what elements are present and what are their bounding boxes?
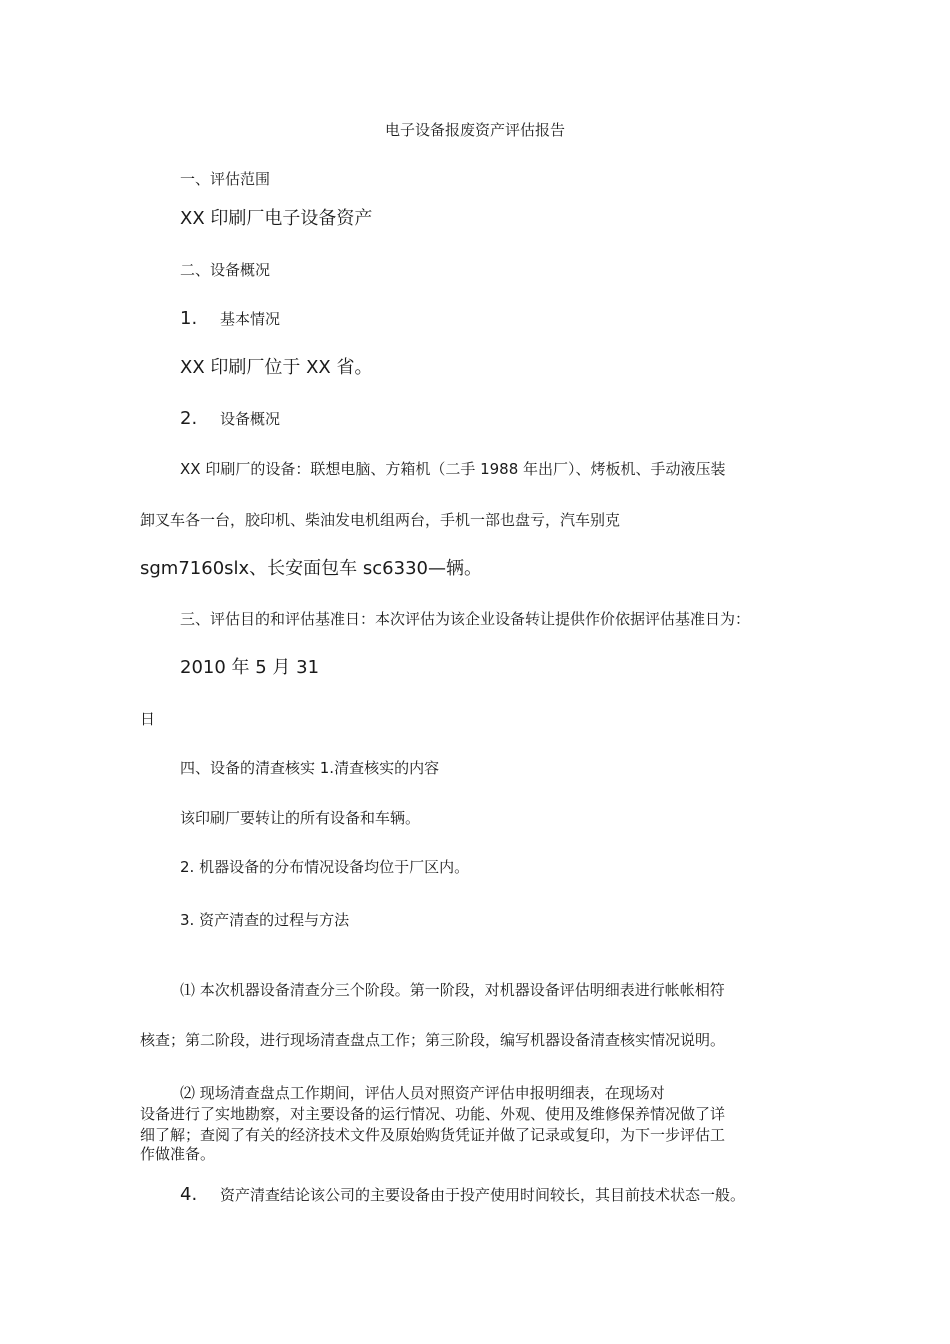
item-number: 2.	[180, 408, 198, 429]
item-number: 1.	[180, 308, 198, 329]
section-3-heading: 三、评估目的和评估基准日：本次评估为该企业设备转让提供作价依据评估基准日为：	[180, 610, 751, 628]
section-4-heading: 四、设备的清查核实 1.清查核实的内容	[180, 759, 440, 777]
section-2-item-2-line-1: XX 印刷厂的设备：联想电脑、方箱机（二手 1988 年出厂）、烤板机、手动液压装	[180, 460, 726, 478]
section-2-item-1-text: XX 印刷厂位于 XX 省。	[180, 357, 373, 378]
section-1-content: XX 印刷厂电子设备资产	[180, 208, 373, 229]
section-4-para-1-line-1: ⑴ 本次机器设备清查分三个阶段。第一阶段，对机器设备评估明细表进行帐帐相符	[180, 981, 725, 999]
document-title: 电子设备报废资产评估报告	[384, 121, 565, 139]
section-2-heading: 二、设备概况	[180, 261, 271, 279]
section-4-item-2: 2. 机器设备的分布情况设备均位于厂区内。	[180, 858, 470, 876]
item-text: 资产清查结论该公司的主要设备由于投产使用时间较长，其目前技术状态一般。	[219, 1186, 745, 1204]
section-2-item-2	[180, 410, 280, 428]
section-3-date: 2010 年 5 月 31	[180, 657, 320, 678]
section-2-item-2-line-2: 卸叉车各一台，胶印机、柴油发电机组两台，手机一部也盘亏，汽车别克	[140, 511, 621, 529]
section-2-item-1	[180, 310, 280, 328]
item-label: 基本情况	[219, 310, 280, 328]
section-4-para-1-line-2: 核查；第二阶段，进行现场清查盘点工作；第三阶段，编写机器设备清查核实情况说明。	[140, 1031, 726, 1049]
section-4-para-2-line-1: ⑵ 现场清查盘点工作期间，评估人员对照资产评估申报明细表，在现场对	[180, 1084, 665, 1102]
section-3-date-day: 日	[140, 710, 156, 728]
section-4-content: 该印刷厂要转让的所有设备和车辆。	[180, 809, 421, 827]
section-4-para-2-line-2: 设备进行了实地勘察，对主要设备的运行情况、功能、外观、使用及维修保养情况做了详	[140, 1105, 726, 1123]
section-4-para-2-line-4: 作做准备。	[140, 1145, 216, 1163]
section-1-heading: 一、评估范围	[180, 170, 271, 188]
item-label: 设备概况	[219, 410, 280, 428]
section-2-item-2-line-3: sgm7160slx、长安面包车 sc6330—辆。	[140, 558, 482, 579]
section-4-para-2-line-3: 细了解；查阅了有关的经济技术文件及原始购货凭证并做了记录或复印，为下一步评估工	[140, 1126, 726, 1144]
section-4-item-3: 3. 资产清查的过程与方法	[180, 911, 350, 929]
section-4-item-4	[180, 1186, 745, 1204]
item-number: 4.	[180, 1184, 198, 1205]
